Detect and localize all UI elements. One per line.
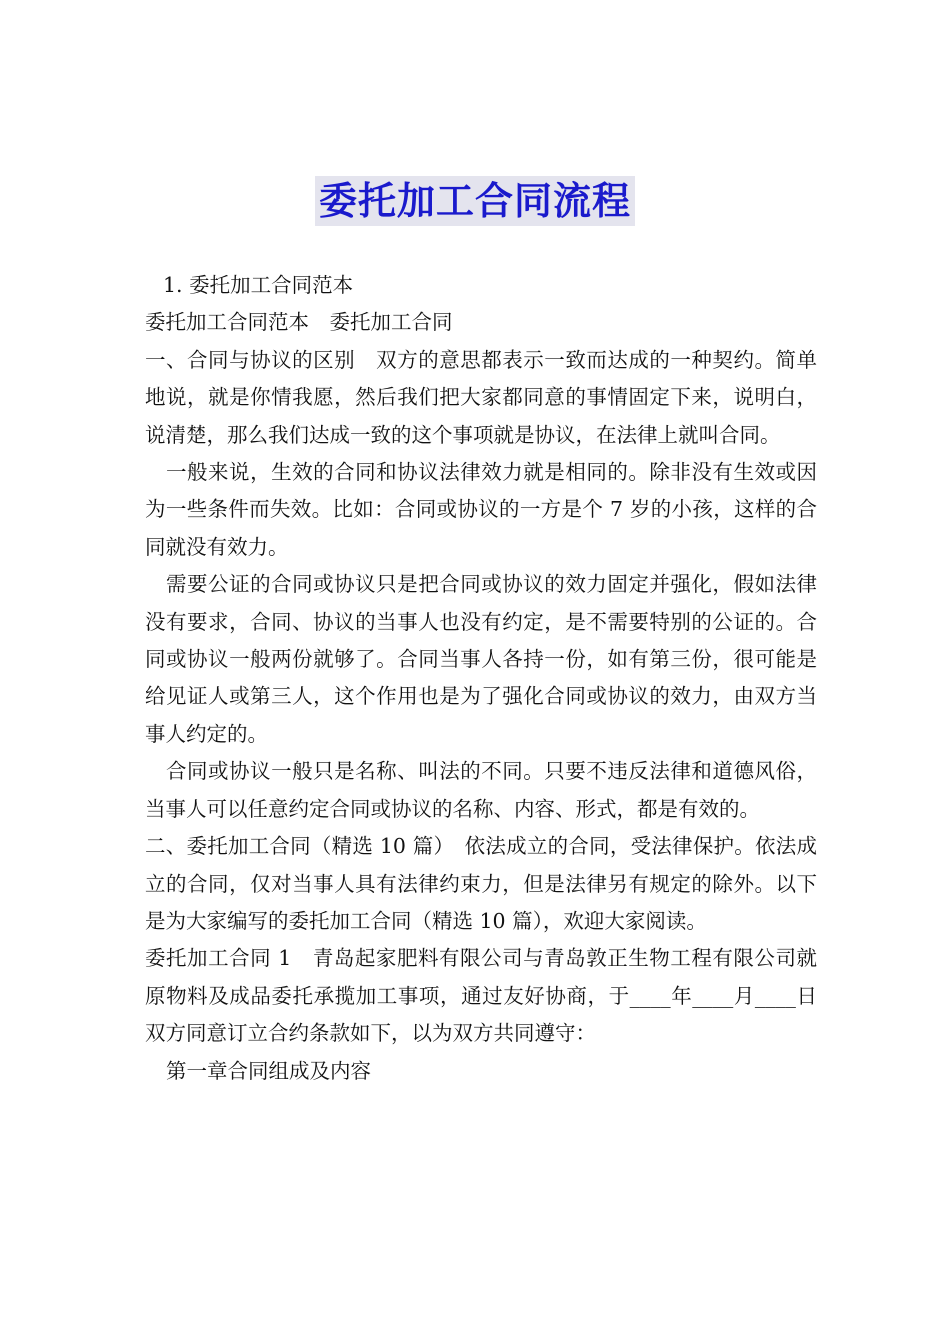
paragraph-chapter-one: 第一章合同组成及内容 — [166, 1058, 371, 1083]
paragraph-notarization: 需要公证的合同或协议只是把合同或协议的效力固定并强化，假如法律没有要求，合同、协议的当事人也没有约定，是不需要特别的公证的。合同或协议一般两份就够了。合同当事人各持一份，如有第三份，很可能是给见证人或第三人，这个作用也是为了强化合同或协议的效力，由双方当事人约定的。 — [145, 572, 817, 746]
paragraph-contract-one: 委托加工合同 1 青岛起家肥料有限公司与青岛敦正生物工程有限公司就原物料及成品委托承揽加工事项，通过友好协商，于____年____月____日双方同意订立合约条款如下，以为双方共同遵守： — [145, 946, 817, 1046]
document-title: 委托加工合同流程 — [315, 176, 635, 226]
paragraph-subtitle: 委托加工合同范本 委托加工合同 — [145, 310, 453, 335]
paragraph-effectiveness: 一般来说，生效的合同和协议法律效力就是相同的。除非没有生效或因为一些条件而失效。比如：合同或协议的一方是个 7 岁的小孩，这样的合同就没有效力。 — [145, 460, 817, 559]
paragraph-naming: 合同或协议一般只是名称、叫法的不同。只要不违反法律和道德风俗，当事人可以任意约定合同或协议的名称、内容、形式，都是有效的。 — [145, 759, 817, 821]
title-container — [0, 176, 950, 226]
section-heading-1: 1. 委托加工合同范本 — [163, 273, 354, 297]
paragraph-section-two: 二、委托加工合同（精选 10 篇） 依法成立的合同，受法律保护。依法成立的合同，仅对当事人具有法律约束力，但是法律另有规定的除外。以下是为大家编写的委托加工合同（精选 10 篇），欢迎大家阅读。 — [145, 834, 817, 933]
document-body — [145, 267, 817, 1090]
paragraph-contract-vs-agreement: 一、合同与协议的区别 双方的意思都表示一致而达成的一种契约。简单地说，就是你情我愿，然后我们把大家都同意的事情固定下来，说明白，说清楚，那么我们达成一致的这个事项就是协议，在法律上就叫合同。 — [145, 347, 817, 447]
